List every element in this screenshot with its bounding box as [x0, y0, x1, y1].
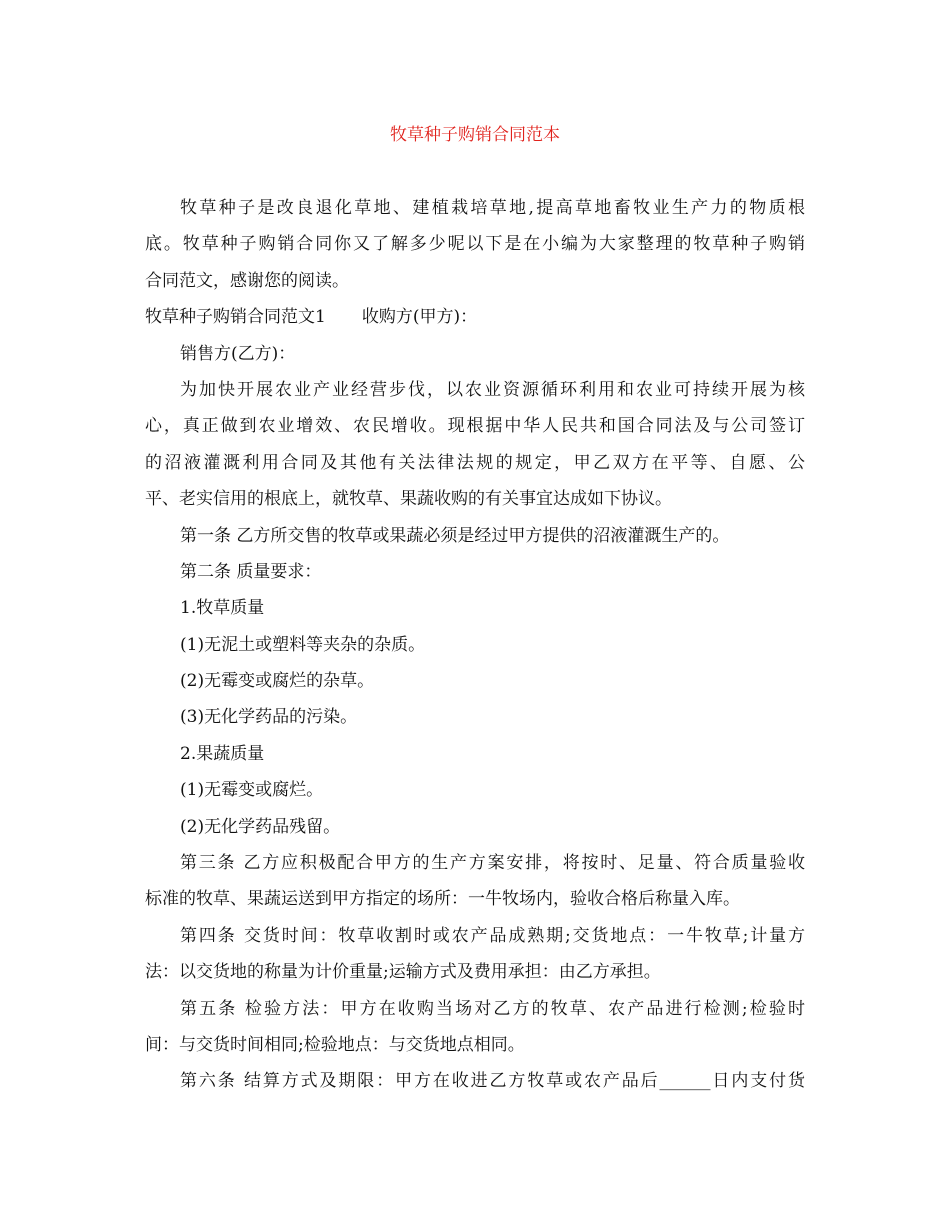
article-4-line-2: 法：以交货地的称量为计价重量;运输方式及费用承担：由乙方承担。 [145, 962, 661, 983]
document-title: 牧草种子购销合同范本 [390, 125, 560, 145]
forage-quality-item-2: (2)无霉变或腐烂的杂草。 [180, 671, 375, 692]
intro-line-1: 牧草种子是改良退化草地、建植栽培草地,提高草地畜牧业生产力的物质根 [180, 198, 805, 218]
preamble-line-3: 的沼液灌溉利用合同及其他有关法律法规的规定，甲乙双方在平等、自愿、公 [145, 452, 805, 473]
intro-line-2: 底。牧草种子购销合同你又了解多少呢以下是在小编为大家整理的牧草种子购销 [145, 234, 805, 255]
article-6-line-1: 第六条 结算方式及期限：甲方在收进乙方牧草或农产品后______日内支付货 [180, 1071, 805, 1092]
produce-quality-heading: 2.果蔬质量 [180, 743, 265, 764]
document-body [145, 190, 805, 1100]
preamble-line-4: 平、老实信用的根底上，就牧草、果蔬收购的有关事宜达成如下协议。 [145, 489, 672, 510]
section-heading-line [145, 299, 805, 335]
forage-quality-item-1: (1)无泥土或塑料等夹杂的杂质。 [180, 634, 426, 655]
seller-label: 销售方(乙方)： [180, 343, 296, 364]
preamble-line-1: 为加快开展农业产业经营步伐，以农业资源循环利用和农业可持续开展为核 [180, 379, 805, 400]
produce-quality-item-1: (1)无霉变或腐烂。 [180, 780, 324, 801]
article-3-line-1: 第三条 乙方应积极配合甲方的生产方案安排，将按时、足量、符合质量验收 [180, 853, 805, 874]
intro-line-3: 合同范文，感谢您的阅读。 [145, 270, 349, 291]
section-heading: 牧草种子购销合同范文1 [145, 307, 326, 328]
forage-quality-item-3: (3)无化学药品的污染。 [180, 707, 358, 728]
article-2-heading: 第二条 质量要求： [180, 561, 322, 582]
article-5-line-2: 间：与交货时间相同;检验地点：与交货地点相同。 [145, 1034, 525, 1055]
article-1: 第一条 乙方所交售的牧草或果蔬必须是经过甲方提供的沼液灌溉生产的。 [180, 525, 730, 546]
article-3-line-2: 标准的牧草、果蔬运送到甲方指定的场所：一牛牧场内，验收合格后称量入库。 [145, 889, 740, 910]
article-4-line-1: 第四条 交货时间：牧草收割时或农产品成熟期;交货地点：一牛牧草;计量方 [180, 925, 805, 946]
produce-quality-item-2: (2)无化学药品残留。 [180, 816, 341, 837]
buyer-label: 收购方(甲方)： [361, 307, 478, 328]
preamble-line-2: 心，真正做到农业增效、农民增收。现根据中华人民共和国合同法及与公司签订 [145, 416, 805, 437]
article-5-line-1: 第五条 检验方法：甲方在收购当场对乙方的牧草、农产品进行检测;检验时 [180, 998, 805, 1019]
forage-quality-heading: 1.牧草质量 [180, 598, 265, 619]
